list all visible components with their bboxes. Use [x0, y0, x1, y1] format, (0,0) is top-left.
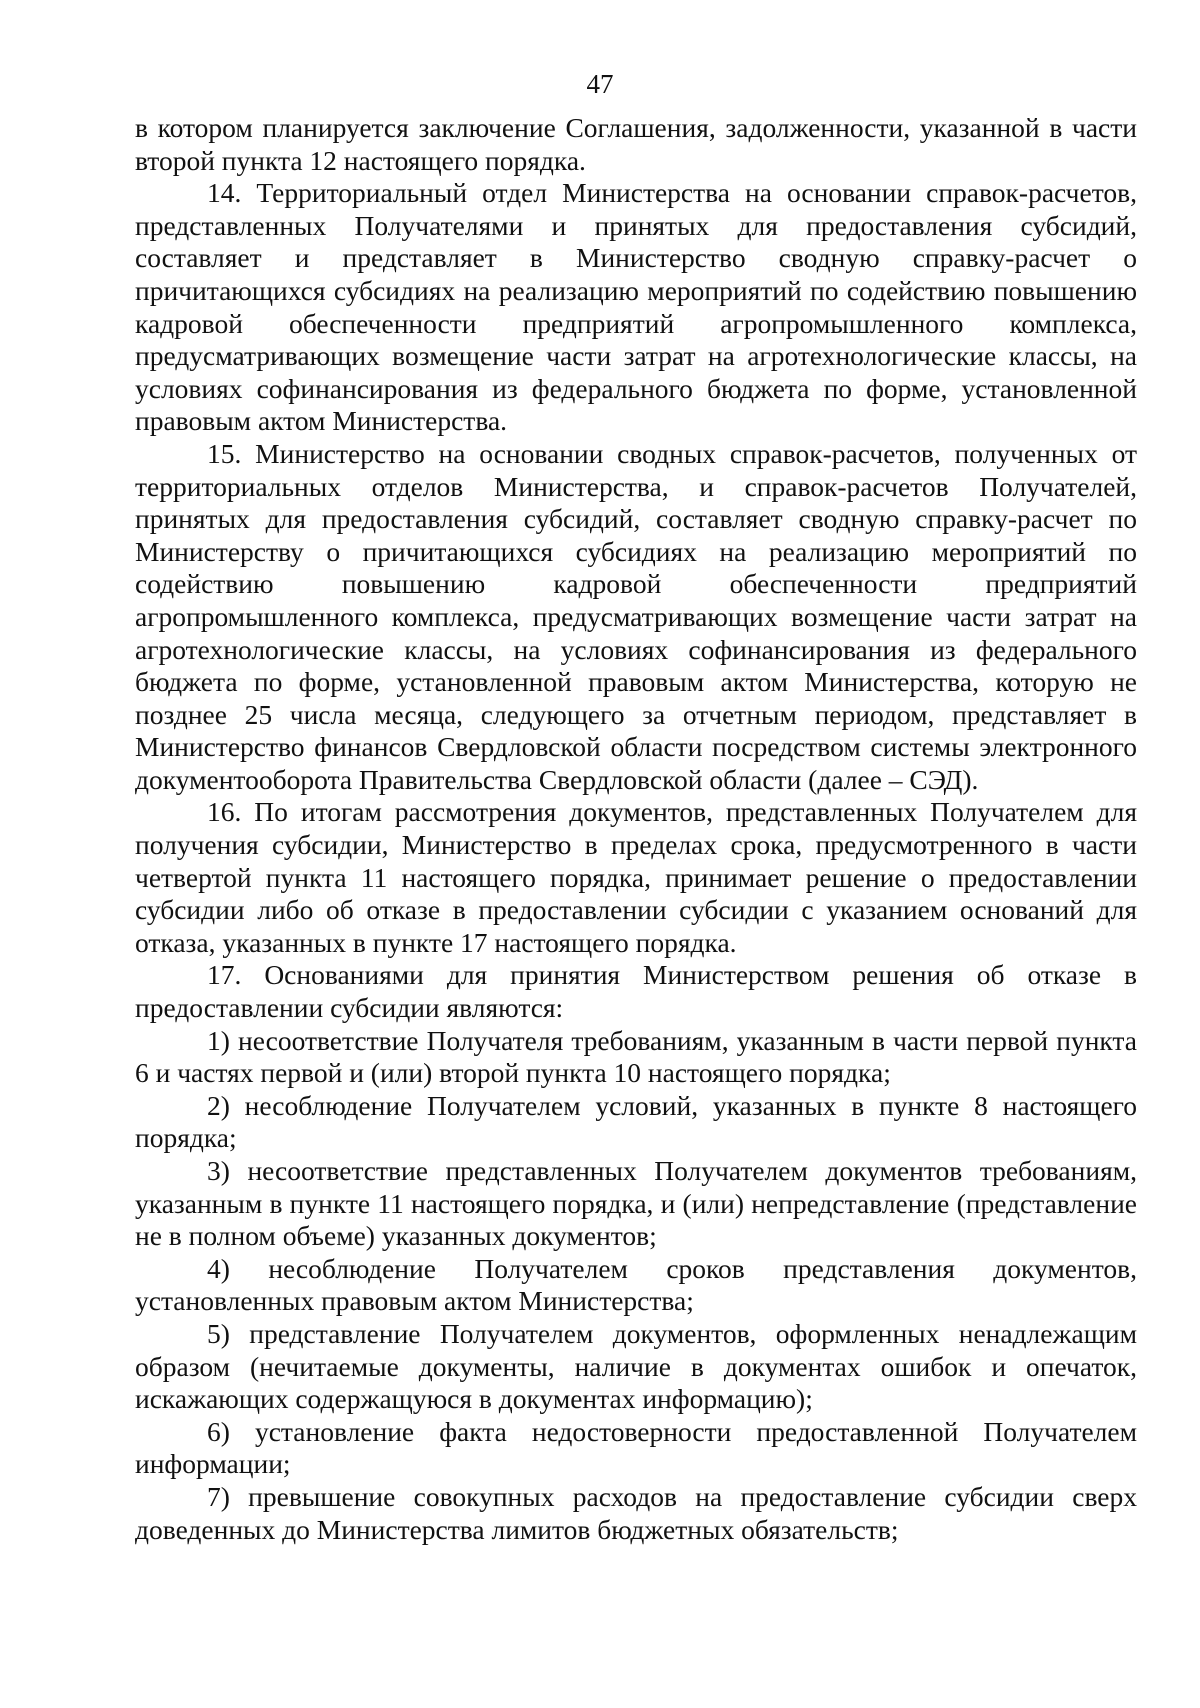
- list-item-7: 7) превышение совокупных расходов на предоставление субсидии сверх доведенных до Министерства лимитов бюджетных обязательств;: [135, 1480, 1137, 1545]
- paragraph-15: 15. Министерство на основании сводных справок-расчетов, полученных от территориальных отделов Министерства, и справок-расчетов Получателей, принятых для предоставления субсидий, составляет сводную справку-расчет по Министерству о причитающихся субсидиях на реализацию мероприятий по содействию повышению кадровой обеспеченности предприятий агропромышленного комплекса, предусматривающих возмещение части затрат на агротехнологические классы, на условиях софинансирования из федерального бюджета по форме, установленной правовым актом Министерства, которую не позднее 25 числа месяца, следующего за отчетным периодом, представляет в Министерство финансов Свердловской области посредством системы электронного документооборота Правительства Свердловской области (далее – СЭД).: [135, 437, 1137, 795]
- paragraph-16: 16. По итогам рассмотрения документов, представленных Получателем для получения субсидии, Министерство в пределах срока, предусмотренного в части четвертой пункта 11 настоящего порядка, принимает решение о предоставлении субсидии либо об отказе в предоставлении субсидии с указанием оснований для отказа, указанных в пункте 17 настоящего порядка.: [135, 796, 1137, 958]
- list-item-1: 1) несоответствие Получателя требованиям, указанным в части первой пункта 6 и частях первой и (или) второй пункта 10 настоящего порядка;: [135, 1024, 1137, 1089]
- list-item-6: 6) установление факта недостоверности предоставленной Получателем информации;: [135, 1415, 1137, 1480]
- paragraph-14: 14. Территориальный отдел Министерства на основании справок-расчетов, представленных Получателями и принятых для предоставления субсидий, составляет и представляет в Министерство сводную справку-расчет о причитающихся субсидиях на реализацию мероприятий по содействию повышению кадровой обеспеченности предприятий агропромышленного комплекса, предусматривающих возмещение части затрат на агротехнологические классы, на условиях софинансирования из федерального бюджета по форме, установленной правовым актом Министерства.: [135, 177, 1137, 437]
- paragraph-17: 17. Основаниями для принятия Министерством решения об отказе в предоставлении субсидии являются:: [135, 959, 1137, 1024]
- list-item-3: 3) несоответствие представленных Получателем документов требованиям, указанным в пункте 11 настоящего порядка, и (или) непредставление (представление не в полном объеме) указанных документов;: [135, 1155, 1137, 1252]
- paragraph-continuation: в котором планируется заключение Соглашения, задолженности, указанной в части второй пункта 12 настоящего порядка.: [135, 112, 1137, 176]
- page-number: 47: [586, 69, 614, 99]
- document-body: [135, 112, 1137, 1546]
- list-item-5: 5) представление Получателем документов, оформленных ненадлежащим образом (нечитаемые документы, наличие в документах ошибок и опечаток, искажающих содержащуюся в документах информацию);: [135, 1317, 1137, 1415]
- list-item-2: 2) несоблюдение Получателем условий, указанных в пункте 8 настоящего порядка;: [135, 1089, 1137, 1154]
- list-item-4: 4) несоблюдение Получателем сроков представления документов, установленных правовым актом Министерства;: [135, 1252, 1137, 1317]
